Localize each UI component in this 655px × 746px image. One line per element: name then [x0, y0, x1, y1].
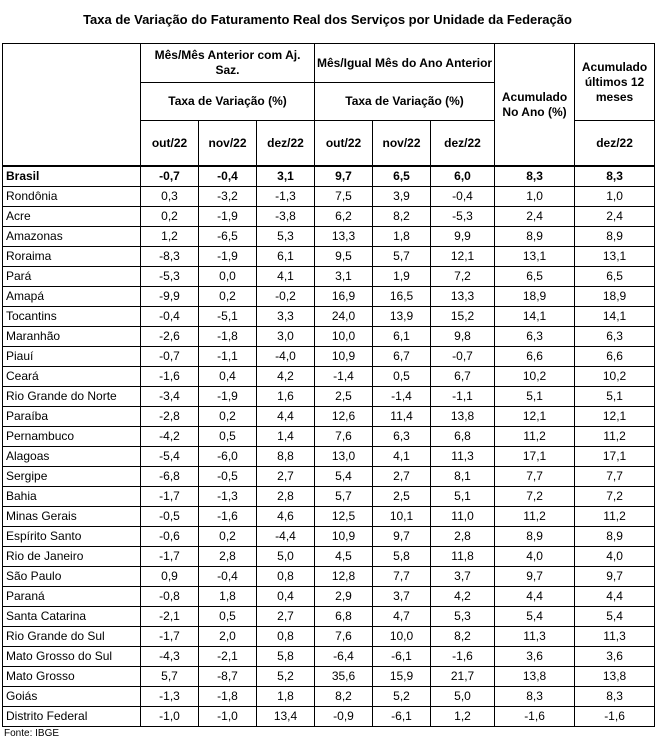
table-title: Taxa de Variação do Faturamento Real dos Serviços por Unidade da Federação [83, 12, 572, 27]
value-cell: 5,0 [257, 547, 315, 567]
value-cell: -0,4 [431, 187, 495, 207]
value-cell: 6,6 [575, 347, 655, 367]
value-cell: -6,4 [315, 647, 373, 667]
value-cell: 0,3 [141, 187, 199, 207]
state-name-cell: Paraná [3, 587, 141, 607]
value-cell: -1,8 [199, 687, 257, 707]
value-cell: -1,4 [315, 367, 373, 387]
value-cell: 4,0 [575, 547, 655, 567]
value-cell: 1,4 [257, 427, 315, 447]
value-cell: 4,4 [575, 587, 655, 607]
value-cell: 9,7 [575, 567, 655, 587]
value-cell: -2,1 [141, 607, 199, 627]
value-cell: 15,2 [431, 307, 495, 327]
value-cell: 4,4 [257, 407, 315, 427]
state-name-cell: Rio de Janeiro [3, 547, 141, 567]
value-cell: 15,9 [373, 667, 431, 687]
month-header-mom-nov: nov/22 [199, 121, 257, 167]
state-name-cell: Rondônia [3, 187, 141, 207]
value-cell: 2,7 [373, 467, 431, 487]
value-cell: 13,8 [495, 667, 575, 687]
value-cell: 5,3 [257, 227, 315, 247]
table-row [3, 507, 655, 527]
value-cell: 0,2 [199, 407, 257, 427]
month-header-yoy-nov: nov/22 [373, 121, 431, 167]
value-cell: 0,2 [199, 287, 257, 307]
value-cell: 1,8 [373, 227, 431, 247]
value-cell: 2,0 [199, 627, 257, 647]
value-cell: 2,9 [315, 587, 373, 607]
value-cell: -1,9 [199, 207, 257, 227]
value-cell: 7,2 [431, 267, 495, 287]
value-cell: -1,6 [199, 507, 257, 527]
value-cell: 2,5 [373, 487, 431, 507]
table-row [3, 227, 655, 247]
value-cell: 7,6 [315, 627, 373, 647]
month-header-12m: dez/22 [575, 121, 655, 167]
table-row [3, 267, 655, 287]
value-cell: 1,0 [575, 187, 655, 207]
table-row [3, 166, 655, 187]
value-cell: -1,7 [141, 547, 199, 567]
value-cell: 24,0 [315, 307, 373, 327]
value-cell: -1,0 [141, 707, 199, 727]
value-cell: 8,9 [575, 227, 655, 247]
value-cell: 2,4 [575, 207, 655, 227]
value-cell: -4,2 [141, 427, 199, 447]
value-cell: 6,2 [315, 207, 373, 227]
value-cell: -1,6 [141, 367, 199, 387]
value-cell: -6,1 [373, 647, 431, 667]
value-cell: 0,8 [257, 567, 315, 587]
value-cell: 2,8 [199, 547, 257, 567]
state-name-cell: São Paulo [3, 567, 141, 587]
value-cell: -2,8 [141, 407, 199, 427]
value-cell: 11,3 [431, 447, 495, 467]
value-cell: 8,9 [495, 227, 575, 247]
value-cell: 8,9 [495, 527, 575, 547]
source-note: Fonte: IBGE [4, 728, 60, 739]
value-cell: 5,8 [257, 647, 315, 667]
value-cell: 13,3 [315, 227, 373, 247]
state-name-cell: Pernambuco [3, 427, 141, 447]
value-cell: -1,6 [575, 707, 655, 727]
value-cell: 5,7 [373, 247, 431, 267]
state-name-cell: Mato Grosso do Sul [3, 647, 141, 667]
value-cell: 2,5 [315, 387, 373, 407]
header-accum-year: Acumulado No Ano (%) [495, 44, 575, 167]
value-cell: 12,5 [315, 507, 373, 527]
value-cell: 1,9 [373, 267, 431, 287]
value-cell: 11,3 [495, 627, 575, 647]
rate-header-mom: Taxa de Variação (%) [141, 83, 315, 121]
table-row [3, 487, 655, 507]
value-cell: -5,1 [199, 307, 257, 327]
value-cell: 13,9 [373, 307, 431, 327]
value-cell: 5,7 [141, 667, 199, 687]
value-cell: 0,9 [141, 567, 199, 587]
value-cell: 9,9 [431, 227, 495, 247]
state-name-cell: Espírito Santo [3, 527, 141, 547]
table-row [3, 447, 655, 467]
value-cell: 0,5 [199, 607, 257, 627]
value-cell: 6,7 [373, 347, 431, 367]
value-cell: 13,0 [315, 447, 373, 467]
value-cell: -0,2 [257, 287, 315, 307]
value-cell: 11,2 [575, 507, 655, 527]
table-row [3, 647, 655, 667]
value-cell: -0,5 [199, 467, 257, 487]
value-cell: -4,3 [141, 647, 199, 667]
value-cell: -1,3 [199, 487, 257, 507]
state-name-cell: Bahia [3, 487, 141, 507]
header-accum-12m: Acumulado últimos 12 meses [575, 44, 655, 121]
value-cell: -1,9 [199, 387, 257, 407]
value-cell: 6,3 [495, 327, 575, 347]
state-name-cell: Maranhão [3, 327, 141, 347]
value-cell: -1,0 [199, 707, 257, 727]
value-cell: -5,4 [141, 447, 199, 467]
value-cell: 1,8 [199, 587, 257, 607]
value-cell: 11,8 [431, 547, 495, 567]
value-cell: 21,7 [431, 667, 495, 687]
value-cell: 12,1 [495, 407, 575, 427]
value-cell: 1,2 [431, 707, 495, 727]
value-cell: 6,5 [575, 267, 655, 287]
value-cell: 18,9 [495, 287, 575, 307]
table-row [3, 627, 655, 647]
state-name-cell: Roraima [3, 247, 141, 267]
state-name-cell: Acre [3, 207, 141, 227]
value-cell: -1,8 [199, 327, 257, 347]
value-cell: -6,5 [199, 227, 257, 247]
value-cell: -6,8 [141, 467, 199, 487]
value-cell: -1,7 [141, 627, 199, 647]
value-cell: 4,5 [315, 547, 373, 567]
table-row [3, 667, 655, 687]
value-cell: -3,8 [257, 207, 315, 227]
value-cell: 4,1 [257, 267, 315, 287]
value-cell: 6,5 [373, 166, 431, 187]
value-cell: 11,2 [495, 427, 575, 447]
value-cell: 2,7 [257, 467, 315, 487]
value-cell: 3,7 [431, 567, 495, 587]
state-name-cell: Brasil [3, 166, 141, 187]
value-cell: -5,3 [141, 267, 199, 287]
table-row [3, 527, 655, 547]
value-cell: 5,2 [373, 687, 431, 707]
value-cell: 11,3 [575, 627, 655, 647]
value-cell: 9,8 [431, 327, 495, 347]
state-name-cell: Sergipe [3, 467, 141, 487]
value-cell: -1,3 [257, 187, 315, 207]
value-cell: 8,9 [575, 527, 655, 547]
value-cell: 12,1 [431, 247, 495, 267]
value-cell: 2,4 [495, 207, 575, 227]
value-cell: 0,4 [257, 587, 315, 607]
value-cell: 13,8 [431, 407, 495, 427]
table-row [3, 707, 655, 727]
value-cell: 17,1 [495, 447, 575, 467]
value-cell: 6,1 [257, 247, 315, 267]
value-cell: -8,3 [141, 247, 199, 267]
value-cell: -8,7 [199, 667, 257, 687]
value-cell: 3,1 [257, 166, 315, 187]
value-cell: 8,3 [495, 166, 575, 187]
value-cell: 11,2 [575, 427, 655, 447]
value-cell: 6,5 [495, 267, 575, 287]
value-cell: -1,9 [199, 247, 257, 267]
table-row [3, 287, 655, 307]
value-cell: 3,7 [373, 587, 431, 607]
value-cell: 0,8 [257, 627, 315, 647]
table-row [3, 327, 655, 347]
value-cell: -5,3 [431, 207, 495, 227]
value-cell: 5,1 [575, 387, 655, 407]
state-name-cell: Rio Grande do Norte [3, 387, 141, 407]
value-cell: 0,2 [141, 207, 199, 227]
value-cell: -0,4 [199, 166, 257, 187]
group-header-mom: Mês/Mês Anterior com Aj. Saz. [141, 44, 315, 83]
value-cell: 10,2 [495, 367, 575, 387]
value-cell: -0,5 [141, 507, 199, 527]
value-cell: 10,0 [373, 627, 431, 647]
month-header-mom-oct: out/22 [141, 121, 199, 167]
value-cell: 7,7 [373, 567, 431, 587]
value-cell: 6,0 [431, 166, 495, 187]
table-row [3, 567, 655, 587]
month-header-yoy-oct: out/22 [315, 121, 373, 167]
value-cell: 6,3 [575, 327, 655, 347]
value-cell: 12,1 [575, 407, 655, 427]
value-cell: 5,7 [315, 487, 373, 507]
value-cell: 7,2 [575, 487, 655, 507]
value-cell: 5,4 [495, 607, 575, 627]
value-cell: 8,1 [431, 467, 495, 487]
value-cell: 3,9 [373, 187, 431, 207]
value-cell: 5,2 [257, 667, 315, 687]
state-name-cell: Minas Gerais [3, 507, 141, 527]
value-cell: 8,2 [431, 627, 495, 647]
value-cell: 3,6 [575, 647, 655, 667]
value-cell: 8,3 [495, 687, 575, 707]
value-cell: 9,5 [315, 247, 373, 267]
value-cell: 3,3 [257, 307, 315, 327]
table-row [3, 247, 655, 267]
state-name-cell: Paraíba [3, 407, 141, 427]
value-cell: 7,7 [495, 467, 575, 487]
value-cell: -6,1 [373, 707, 431, 727]
value-cell: 9,7 [315, 166, 373, 187]
value-cell: 1,6 [257, 387, 315, 407]
value-cell: -1,6 [431, 647, 495, 667]
value-cell: 13,8 [575, 667, 655, 687]
value-cell: 5,4 [575, 607, 655, 627]
table-row [3, 407, 655, 427]
table-body [3, 166, 655, 727]
value-cell: -3,2 [199, 187, 257, 207]
table-row [3, 687, 655, 707]
value-cell: 11,2 [495, 507, 575, 527]
value-cell: 4,7 [373, 607, 431, 627]
value-cell: -0,7 [141, 166, 199, 187]
value-cell: 8,8 [257, 447, 315, 467]
value-cell: 4,2 [257, 367, 315, 387]
value-cell: 9,7 [373, 527, 431, 547]
value-cell: 10,1 [373, 507, 431, 527]
month-header-yoy-dec: dez/22 [431, 121, 495, 167]
value-cell: 6,1 [373, 327, 431, 347]
value-cell: 4,6 [257, 507, 315, 527]
value-cell: 35,6 [315, 667, 373, 687]
services-revenue-table [2, 43, 655, 727]
value-cell: -1,1 [199, 347, 257, 367]
value-cell: 13,4 [257, 707, 315, 727]
value-cell: 4,4 [495, 587, 575, 607]
value-cell: 10,9 [315, 527, 373, 547]
value-cell: 0,2 [199, 527, 257, 547]
value-cell: 6,6 [495, 347, 575, 367]
state-name-cell: Goiás [3, 687, 141, 707]
value-cell: 7,7 [575, 467, 655, 487]
value-cell: -1,4 [373, 387, 431, 407]
value-cell: 5,1 [431, 487, 495, 507]
table-row [3, 367, 655, 387]
value-cell: 11,0 [431, 507, 495, 527]
value-cell: 11,4 [373, 407, 431, 427]
value-cell: 13,1 [495, 247, 575, 267]
value-cell: 0,4 [199, 367, 257, 387]
value-cell: 7,5 [315, 187, 373, 207]
value-cell: 3,6 [495, 647, 575, 667]
value-cell: -0,7 [141, 347, 199, 367]
value-cell: -1,6 [495, 707, 575, 727]
group-header-yoy: Mês/Igual Mês do Ano Anterior [315, 44, 495, 83]
state-name-cell: Alagoas [3, 447, 141, 467]
value-cell: 1,0 [495, 187, 575, 207]
state-name-cell: Mato Grosso [3, 667, 141, 687]
value-cell: -4,4 [257, 527, 315, 547]
state-name-cell: Santa Catarina [3, 607, 141, 627]
state-name-cell: Amazonas [3, 227, 141, 247]
state-header-cell [3, 44, 141, 167]
value-cell: -1,3 [141, 687, 199, 707]
value-cell: -0,4 [199, 567, 257, 587]
value-cell: 3,0 [257, 327, 315, 347]
value-cell: 10,2 [575, 367, 655, 387]
value-cell: 6,7 [431, 367, 495, 387]
value-cell: 5,1 [495, 387, 575, 407]
value-cell: 4,1 [373, 447, 431, 467]
value-cell: -0,8 [141, 587, 199, 607]
value-cell: -0,4 [141, 307, 199, 327]
value-cell: 1,8 [257, 687, 315, 707]
value-cell: 18,9 [575, 287, 655, 307]
value-cell: 4,2 [431, 587, 495, 607]
value-cell: 0,5 [373, 367, 431, 387]
value-cell: 8,2 [315, 687, 373, 707]
value-cell: 9,7 [495, 567, 575, 587]
value-cell: -1,1 [431, 387, 495, 407]
value-cell: 4,0 [495, 547, 575, 567]
value-cell: 17,1 [575, 447, 655, 467]
value-cell: 16,9 [315, 287, 373, 307]
table-row [3, 347, 655, 367]
value-cell: 8,2 [373, 207, 431, 227]
value-cell: 8,3 [575, 166, 655, 187]
value-cell: -6,0 [199, 447, 257, 467]
value-cell: 6,8 [315, 607, 373, 627]
value-cell: -3,4 [141, 387, 199, 407]
value-cell: -0,9 [315, 707, 373, 727]
state-name-cell: Amapá [3, 287, 141, 307]
table-row [3, 187, 655, 207]
value-cell: 8,3 [575, 687, 655, 707]
state-name-cell: Rio Grande do Sul [3, 627, 141, 647]
table-row [3, 207, 655, 227]
value-cell: 12,8 [315, 567, 373, 587]
rate-header-yoy: Taxa de Variação (%) [315, 83, 495, 121]
table-row [3, 547, 655, 567]
value-cell: 13,1 [575, 247, 655, 267]
state-name-cell: Tocantins [3, 307, 141, 327]
state-name-cell: Ceará [3, 367, 141, 387]
table-row [3, 387, 655, 407]
value-cell: 14,1 [495, 307, 575, 327]
table-row [3, 307, 655, 327]
state-name-cell: Pará [3, 267, 141, 287]
state-name-cell: Distrito Federal [3, 707, 141, 727]
value-cell: 5,0 [431, 687, 495, 707]
value-cell: 2,8 [431, 527, 495, 547]
month-header-mom-dec: dez/22 [257, 121, 315, 167]
value-cell: 13,3 [431, 287, 495, 307]
table-row [3, 427, 655, 447]
value-cell: 6,8 [431, 427, 495, 447]
value-cell: 16,5 [373, 287, 431, 307]
value-cell: -9,9 [141, 287, 199, 307]
value-cell: 7,6 [315, 427, 373, 447]
value-cell: 6,3 [373, 427, 431, 447]
value-cell: 12,6 [315, 407, 373, 427]
table-row [3, 467, 655, 487]
value-cell: -1,7 [141, 487, 199, 507]
value-cell: 14,1 [575, 307, 655, 327]
value-cell: 5,8 [373, 547, 431, 567]
value-cell: 1,2 [141, 227, 199, 247]
value-cell: 10,9 [315, 347, 373, 367]
value-cell: -0,7 [431, 347, 495, 367]
value-cell: 2,8 [257, 487, 315, 507]
table-row [3, 607, 655, 627]
value-cell: 2,7 [257, 607, 315, 627]
table-row [3, 587, 655, 607]
value-cell: 5,4 [315, 467, 373, 487]
state-name-cell: Piauí [3, 347, 141, 367]
value-cell: -2,1 [199, 647, 257, 667]
value-cell: 5,3 [431, 607, 495, 627]
value-cell: 0,0 [199, 267, 257, 287]
value-cell: -2,6 [141, 327, 199, 347]
value-cell: 10,0 [315, 327, 373, 347]
value-cell: 3,1 [315, 267, 373, 287]
value-cell: -0,6 [141, 527, 199, 547]
value-cell: -4,0 [257, 347, 315, 367]
value-cell: 0,5 [199, 427, 257, 447]
value-cell: 7,2 [495, 487, 575, 507]
